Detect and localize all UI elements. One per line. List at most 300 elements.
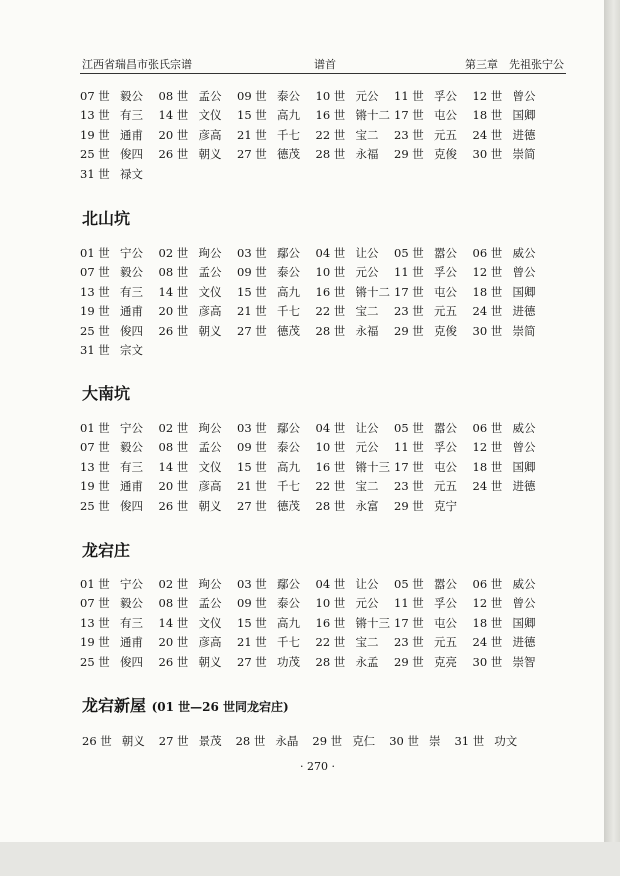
lineage-entry xyxy=(316,88,395,104)
generation-label: 17 世 xyxy=(394,108,424,123)
lineage-row xyxy=(80,633,580,653)
ancestor-name: 崇简 xyxy=(512,323,536,338)
ancestor-name: 克仁 xyxy=(352,734,376,748)
ancestor-name: 克俊 xyxy=(434,147,457,162)
ancestor-name: 元五 xyxy=(434,304,457,319)
lineage-entry xyxy=(159,498,238,514)
generation-label: 03 世 xyxy=(237,245,267,260)
generation-label: 26 世 xyxy=(158,654,189,669)
ancestor-name: 崇 xyxy=(428,734,441,748)
generation-label: 29 世 xyxy=(394,147,424,162)
generation-label: 15 世 xyxy=(237,108,267,123)
generation-label: 19 世 xyxy=(80,635,110,650)
generation-label: 22 世 xyxy=(315,127,346,142)
lineage-entry xyxy=(80,615,159,631)
generation-label: 21 世 xyxy=(237,635,267,650)
lineage-entry xyxy=(159,615,238,631)
ancestor-name: 锵十三 xyxy=(355,459,390,474)
ancestor-name: 元公 xyxy=(355,440,379,455)
ancestor-name: 屯公 xyxy=(434,284,457,299)
ancestor-name: 千七 xyxy=(277,127,300,142)
generation-label: 30 世 xyxy=(389,734,419,748)
ancestor-name: 泰公 xyxy=(277,596,300,611)
generation-label: 23 世 xyxy=(394,304,424,319)
ancestor-name: 功茂 xyxy=(277,654,300,669)
lineage-row xyxy=(80,477,580,497)
ancestor-name: 有三 xyxy=(120,615,143,630)
lineage-entry xyxy=(394,127,473,143)
ancestor-name: 孚公 xyxy=(434,440,457,455)
section-title: 龙宕庄 xyxy=(82,541,131,560)
generation-label: 16 世 xyxy=(315,284,346,299)
lineage-entry xyxy=(80,595,159,611)
ancestor-name: 宁公 xyxy=(120,420,143,435)
generation-label: 19 世 xyxy=(80,479,110,494)
lineage-row xyxy=(80,652,580,672)
ancestor-name: 文仪 xyxy=(198,615,222,630)
generation-label: 21 世 xyxy=(237,127,267,142)
ancestor-name: 高九 xyxy=(277,284,300,299)
lineage-entry xyxy=(316,615,395,631)
generation-label: 30 世 xyxy=(472,323,503,338)
ancestor-name: 通甫 xyxy=(120,479,143,494)
generation-label: 05 世 xyxy=(394,245,424,260)
generation-label: 29 世 xyxy=(312,734,343,748)
lineage-entry xyxy=(394,595,473,611)
ancestor-name: 锵十二 xyxy=(355,108,390,123)
lineage-entry xyxy=(159,595,238,611)
page-number: · 270 · xyxy=(300,760,335,773)
ancestor-name: 崇智 xyxy=(512,654,536,669)
ancestor-name: 毅公 xyxy=(120,88,143,103)
section-title: 大南坑 xyxy=(82,384,131,403)
ancestor-name: 文仪 xyxy=(198,284,222,299)
lineage-row xyxy=(80,263,580,283)
lineage-row xyxy=(80,321,580,341)
ancestor-name: 进德 xyxy=(512,127,536,142)
ancestor-name: 泰公 xyxy=(277,88,300,103)
ancestor-name: 让公 xyxy=(355,245,379,260)
generation-label: 26 世 xyxy=(158,323,189,338)
generation-label: 10 世 xyxy=(315,596,346,611)
lineage-row xyxy=(80,457,580,477)
lineage-entry xyxy=(394,107,473,123)
lineage-row xyxy=(80,496,580,516)
ancestor-name: 永福 xyxy=(355,147,379,162)
lineage-entry xyxy=(316,576,395,592)
ancestor-name: 俊四 xyxy=(120,147,143,162)
generation-label: 29 世 xyxy=(394,654,424,669)
generation-label: 07 世 xyxy=(80,440,110,455)
lineage-entry xyxy=(80,576,159,592)
lineage-entry xyxy=(473,634,552,650)
generation-label: 15 世 xyxy=(237,459,267,474)
generation-label: 25 世 xyxy=(80,498,110,513)
lineage-entry xyxy=(316,264,395,280)
generation-label: 21 世 xyxy=(237,479,267,494)
lineage-entry xyxy=(394,478,473,494)
lineage-entry xyxy=(473,439,552,455)
generation-label: 02 世 xyxy=(158,245,189,260)
ancestor-name: 俊四 xyxy=(120,323,143,338)
section-title xyxy=(82,693,289,716)
generation-label: 01 世 xyxy=(80,420,110,435)
generation-label: 28 世 xyxy=(315,147,346,162)
ancestor-name: 高九 xyxy=(277,459,300,474)
lineage-entry xyxy=(159,127,238,143)
lineage-entry xyxy=(237,595,316,611)
ancestor-name: 克俊 xyxy=(434,323,457,338)
lineage-entry xyxy=(394,420,473,436)
generation-label: 27 世 xyxy=(158,734,189,748)
lineage-entry xyxy=(237,654,316,670)
lineage-row xyxy=(80,613,580,633)
generation-label: 08 世 xyxy=(158,88,189,103)
generation-label: 20 世 xyxy=(158,304,189,319)
ancestor-name: 宝二 xyxy=(355,479,379,494)
generation-label: 25 世 xyxy=(80,323,110,338)
generation-label: 07 世 xyxy=(80,265,110,280)
ancestor-name: 彦高 xyxy=(198,127,222,142)
generation-label: 02 世 xyxy=(158,576,189,591)
lineage-entry xyxy=(316,284,395,300)
ancestor-name: 屯公 xyxy=(434,459,457,474)
ancestor-name: 孟公 xyxy=(198,265,222,280)
lineage-row xyxy=(80,145,580,165)
ancestor-name: 德茂 xyxy=(277,147,300,162)
generation-label: 18 世 xyxy=(472,459,503,474)
generation-label: 16 世 xyxy=(315,108,346,123)
lineage-row xyxy=(80,86,580,106)
generation-label: 27 世 xyxy=(237,147,267,162)
ancestor-name: 通甫 xyxy=(120,127,143,142)
generation-label: 12 世 xyxy=(472,88,503,103)
ancestor-name: 俊四 xyxy=(120,654,143,669)
lineage-entry xyxy=(159,303,238,319)
generation-label: 22 世 xyxy=(315,635,346,650)
generation-label: 13 世 xyxy=(80,108,110,123)
lineage-entry xyxy=(159,654,238,670)
generation-label: 12 世 xyxy=(472,265,503,280)
ancestor-name: 孟公 xyxy=(198,440,222,455)
lineage-entry xyxy=(237,459,316,475)
lineage-entry xyxy=(80,420,159,436)
lineage-entry xyxy=(473,478,552,494)
ancestor-name: 进德 xyxy=(512,304,536,319)
generation-label: 11 世 xyxy=(394,265,424,280)
generation-label: 20 世 xyxy=(158,479,189,494)
generation-label: 17 世 xyxy=(394,284,424,299)
lineage-entry xyxy=(237,498,316,514)
ancestor-name: 元五 xyxy=(434,635,457,650)
ancestor-name: 毅公 xyxy=(120,440,143,455)
ancestor-name: 国卿 xyxy=(512,284,536,299)
lineage-entry xyxy=(316,146,395,162)
generation-label: 19 世 xyxy=(80,127,110,142)
generation-label: 03 世 xyxy=(237,420,267,435)
lineage-entry xyxy=(159,146,238,162)
lineage-entry xyxy=(80,303,159,319)
ancestor-name: 克亮 xyxy=(434,654,457,669)
ancestor-name: 宁公 xyxy=(120,576,143,591)
generation-label: 26 世 xyxy=(158,498,189,513)
lineage-entry xyxy=(237,245,316,261)
ancestor-name: 锵十三 xyxy=(355,615,390,630)
generation-label: 05 世 xyxy=(394,576,424,591)
ancestor-name: 嚣公 xyxy=(434,420,457,435)
lineage-entry xyxy=(394,303,473,319)
lineage-entry xyxy=(394,615,473,631)
generation-label: 24 世 xyxy=(472,304,503,319)
lineage-entry xyxy=(159,420,238,436)
generation-label: 31 世 xyxy=(80,166,110,181)
ancestor-name: 国卿 xyxy=(512,615,536,630)
lineage-entry xyxy=(454,733,517,749)
lineage-entry xyxy=(237,107,316,123)
lineage-entry xyxy=(394,264,473,280)
generation-label: 17 世 xyxy=(394,459,424,474)
ancestor-name: 永福 xyxy=(355,323,379,338)
generation-label: 21 世 xyxy=(237,304,267,319)
lineage-entry xyxy=(394,634,473,650)
lineage-entry xyxy=(80,107,159,123)
ancestor-name: 鄢公 xyxy=(277,245,300,260)
lineage-entry xyxy=(236,733,299,749)
lineage-entry xyxy=(316,439,395,455)
ancestor-name: 孟公 xyxy=(198,596,222,611)
generation-label: 13 世 xyxy=(80,284,110,299)
lineage-entry xyxy=(159,323,238,339)
lineage-entry xyxy=(80,264,159,280)
generation-label: 31 世 xyxy=(454,734,485,748)
ancestor-name: 锵十二 xyxy=(355,284,390,299)
generation-label: 14 世 xyxy=(158,108,189,123)
lineage-entry xyxy=(159,576,238,592)
lineage-entry xyxy=(394,576,473,592)
lineage-entry xyxy=(80,439,159,455)
generation-label: 26 世 xyxy=(82,734,112,748)
ancestor-name: 威公 xyxy=(512,576,536,591)
ancestor-name: 朝义 xyxy=(198,323,222,338)
lineage-entry xyxy=(316,420,395,436)
lineage-table xyxy=(80,418,580,516)
generation-label: 15 世 xyxy=(237,284,267,299)
book-spine xyxy=(604,0,620,842)
lineage-entry xyxy=(473,107,552,123)
ancestor-name: 嚣公 xyxy=(434,245,457,260)
ancestor-name: 德茂 xyxy=(277,498,300,513)
lineage-entry xyxy=(237,284,316,300)
generation-label: 17 世 xyxy=(394,615,424,630)
lineage-entry xyxy=(394,146,473,162)
lineage-row xyxy=(80,438,580,458)
generation-label: 08 世 xyxy=(158,440,189,455)
lineage-entry xyxy=(237,264,316,280)
ancestor-name: 彦高 xyxy=(198,635,222,650)
generation-label: 08 世 xyxy=(158,265,189,280)
generation-label: 20 世 xyxy=(158,127,189,142)
generation-label: 23 世 xyxy=(394,635,424,650)
ancestor-name: 宝二 xyxy=(355,635,379,650)
ancestor-name: 文仪 xyxy=(198,459,222,474)
generation-label: 24 世 xyxy=(472,479,503,494)
lineage-entry xyxy=(159,634,238,650)
ancestor-name: 让公 xyxy=(355,420,379,435)
generation-label: 25 世 xyxy=(80,147,110,162)
lineage-table xyxy=(80,574,580,672)
ancestor-name: 彦高 xyxy=(198,304,222,319)
generation-label: 29 世 xyxy=(394,323,424,338)
generation-label: 14 世 xyxy=(158,284,189,299)
lineage-entry xyxy=(237,634,316,650)
generation-label: 18 世 xyxy=(472,615,503,630)
lineage-entry xyxy=(80,127,159,143)
ancestor-name: 千七 xyxy=(277,479,300,494)
lineage-entry xyxy=(473,420,552,436)
lineage-entry xyxy=(316,654,395,670)
ancestor-name: 永晶 xyxy=(275,734,299,748)
generation-label: 20 世 xyxy=(158,635,189,650)
lineage-entry xyxy=(473,245,552,261)
header-rule xyxy=(80,73,566,74)
ancestor-name: 宝二 xyxy=(355,127,379,142)
lineage-entry xyxy=(473,284,552,300)
ancestor-name: 景茂 xyxy=(198,734,222,748)
ancestor-name: 威公 xyxy=(512,420,536,435)
lineage-entry xyxy=(394,439,473,455)
generation-label: 18 世 xyxy=(472,108,503,123)
generation-label: 13 世 xyxy=(80,615,110,630)
generation-label: 08 世 xyxy=(158,596,189,611)
section-title-text: 龙宕新屋 xyxy=(82,696,147,715)
ancestor-name: 文仪 xyxy=(198,108,222,123)
generation-label: 04 世 xyxy=(315,576,346,591)
ancestor-name: 有三 xyxy=(120,459,143,474)
generation-label: 31 世 xyxy=(80,343,110,358)
ancestor-name: 进德 xyxy=(512,479,536,494)
ancestor-name: 永富 xyxy=(355,498,379,513)
generation-label: 07 世 xyxy=(80,596,110,611)
ancestor-name: 珣公 xyxy=(198,245,222,260)
ancestor-name: 珣公 xyxy=(198,420,222,435)
lineage-entry xyxy=(237,88,316,104)
generation-label: 25 世 xyxy=(80,654,110,669)
lineage-entry xyxy=(80,88,159,104)
ancestor-name: 宁公 xyxy=(120,245,143,260)
lineage-entry xyxy=(80,342,159,358)
lineage-entry xyxy=(316,478,395,494)
generation-label: 12 世 xyxy=(472,596,503,611)
lineage-entry xyxy=(473,303,552,319)
ancestor-name: 进德 xyxy=(512,635,536,650)
lineage-entry xyxy=(473,576,552,592)
lineage-entry xyxy=(473,146,552,162)
ancestor-name: 彦高 xyxy=(198,479,222,494)
generation-label: 05 世 xyxy=(394,420,424,435)
header-chapter: 第三章 先祖张宁公 xyxy=(465,58,564,71)
generation-label: 01 世 xyxy=(80,245,110,260)
generation-label: 04 世 xyxy=(315,420,346,435)
ancestor-name: 国卿 xyxy=(512,459,536,474)
generation-label: 30 世 xyxy=(472,654,503,669)
ancestor-name: 千七 xyxy=(277,304,300,319)
ancestor-name: 通甫 xyxy=(120,635,143,650)
lineage-entry xyxy=(159,107,238,123)
generation-label: 09 世 xyxy=(237,265,267,280)
ancestor-name: 毅公 xyxy=(120,265,143,280)
lineage-row xyxy=(80,574,580,594)
lineage-entry xyxy=(159,284,238,300)
ancestor-name: 毅公 xyxy=(120,596,143,611)
lineage-entry xyxy=(159,478,238,494)
lineage-entry xyxy=(394,654,473,670)
lineage-entry xyxy=(473,595,552,611)
lineage-entry xyxy=(473,615,552,631)
lineage-entry xyxy=(394,284,473,300)
ancestor-name: 珣公 xyxy=(198,576,222,591)
ancestor-name: 高九 xyxy=(277,108,300,123)
generation-label: 30 世 xyxy=(472,147,503,162)
ancestor-name: 鄢公 xyxy=(277,576,300,591)
lineage-entry xyxy=(159,439,238,455)
generation-label: 18 世 xyxy=(472,284,503,299)
generation-label: 27 世 xyxy=(237,323,267,338)
lineage-entry xyxy=(316,634,395,650)
generation-label: 10 世 xyxy=(315,88,346,103)
lineage-entry xyxy=(237,478,316,494)
generation-label: 23 世 xyxy=(394,127,424,142)
lineage-entry xyxy=(394,459,473,475)
generation-label: 15 世 xyxy=(237,615,267,630)
lineage-row xyxy=(80,243,580,263)
ancestor-name: 有三 xyxy=(120,108,143,123)
lineage-entry xyxy=(312,733,375,749)
generation-label: 28 世 xyxy=(315,323,346,338)
ancestor-name: 让公 xyxy=(355,576,379,591)
lineage-row xyxy=(80,106,580,126)
ancestor-name: 永孟 xyxy=(355,654,379,669)
lineage-entry xyxy=(80,323,159,339)
lineage-entry xyxy=(80,166,159,182)
lineage-entry xyxy=(159,733,222,749)
generation-label: 27 世 xyxy=(237,654,267,669)
lineage-entry xyxy=(389,733,440,749)
lineage-entry xyxy=(159,264,238,280)
lineage-entry xyxy=(473,459,552,475)
running-header xyxy=(82,56,564,72)
ancestor-name: 千七 xyxy=(277,635,300,650)
ancestor-name: 朝义 xyxy=(198,654,222,669)
generation-label: 07 世 xyxy=(80,88,110,103)
lineage-row xyxy=(80,282,580,302)
ancestor-name: 禄文 xyxy=(120,166,143,181)
ancestor-name: 国卿 xyxy=(512,108,536,123)
generation-label: 11 世 xyxy=(394,440,424,455)
generation-label: 06 世 xyxy=(472,420,503,435)
lineage-entry xyxy=(394,245,473,261)
lineage-row xyxy=(80,418,580,438)
ancestor-name: 孚公 xyxy=(434,265,457,280)
lineage-row xyxy=(80,302,580,322)
lineage-entry xyxy=(473,654,552,670)
ancestor-name: 元公 xyxy=(355,596,379,611)
ancestor-name: 曾公 xyxy=(512,265,536,280)
generation-label: 24 世 xyxy=(472,635,503,650)
lineage-entry xyxy=(80,245,159,261)
lineage-entry xyxy=(316,498,395,514)
lineage-entry xyxy=(394,498,473,514)
lineage-row xyxy=(82,733,531,749)
